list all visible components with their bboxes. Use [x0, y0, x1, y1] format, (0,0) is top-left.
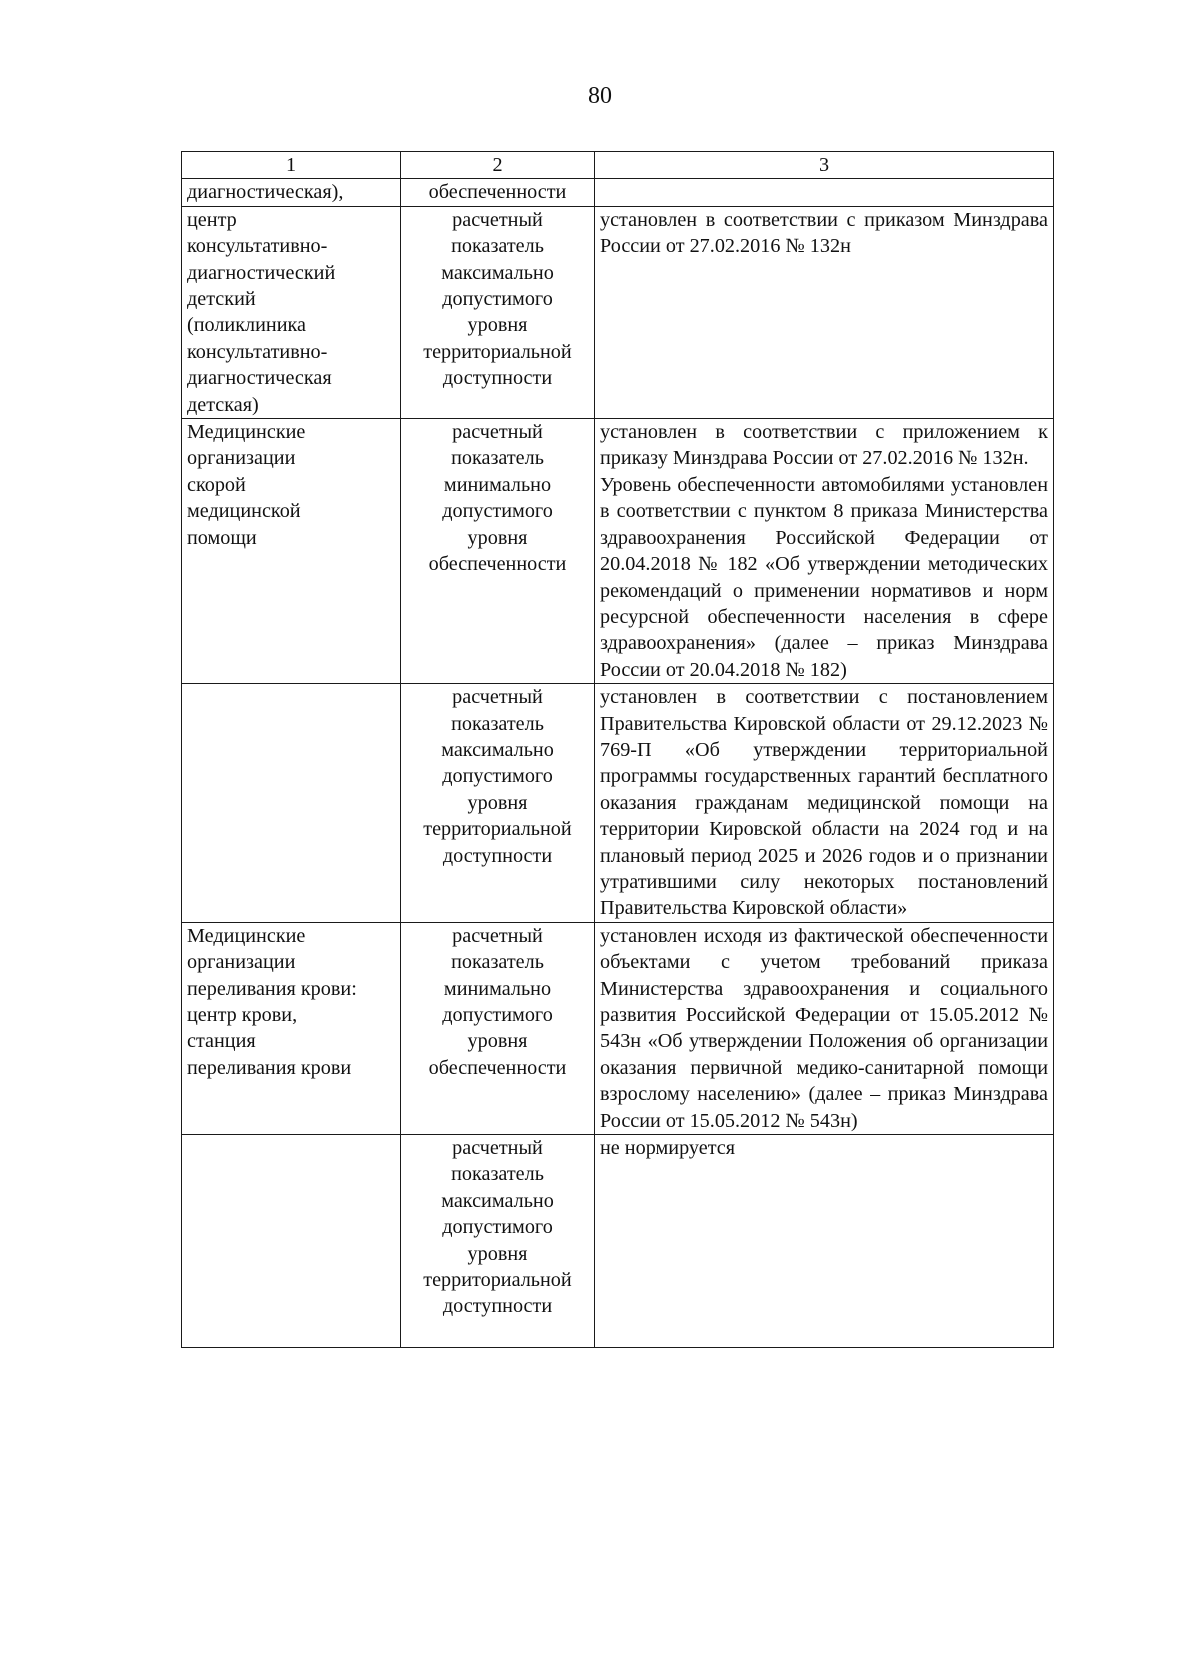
row-continuation-col-2: обеспеченности — [401, 179, 595, 206]
cell-text-line: Медицинские — [187, 924, 306, 947]
cell-text-line: детский — [187, 288, 256, 311]
header-col-3: 3 — [595, 152, 1054, 179]
cell-paragraph: установлен в соответствии с приказом Минздрава России от 27.02.2016 № 132н — [600, 208, 1048, 258]
cell-text-line: максимально — [441, 1189, 554, 1212]
cell-text-line: уровня — [467, 314, 528, 337]
cell-text-line: медицинской — [187, 500, 301, 523]
cell-text-line: доступности — [442, 367, 553, 390]
cell-text-line: расчетный — [452, 924, 543, 947]
table-cell-object — [182, 1135, 401, 1348]
cell-text-line: допустимого — [442, 1216, 553, 1239]
cell-text-line: расчетный — [452, 421, 543, 444]
table-cell-value — [595, 206, 1054, 418]
cell-text-line: детская) — [187, 393, 259, 416]
table-cell-object — [182, 206, 401, 418]
cell-text-line: допустимого — [442, 288, 553, 311]
table-cell-object — [182, 684, 401, 923]
table-cell-indicator — [401, 419, 595, 684]
cell-text-line: переливания крови: — [187, 977, 357, 1000]
header-col-2: 2 — [401, 152, 595, 179]
table-cell-indicator — [401, 206, 595, 418]
table-row — [182, 206, 1054, 418]
table-cell-value — [595, 922, 1054, 1134]
cell-text-line: показатель — [451, 712, 544, 735]
cell-text-line: расчетный — [452, 208, 543, 231]
table-cell-object — [182, 922, 401, 1134]
cell-text-line: территориальной — [423, 340, 572, 363]
cell-text-line: минимально — [443, 977, 552, 1000]
cell-text-line: расчетный — [452, 686, 543, 709]
cell-text-line: допустимого — [442, 1004, 553, 1026]
cell-text-line: показатель — [451, 447, 544, 470]
cell-text-line: показатель — [451, 235, 544, 258]
cell-paragraph: Уровень обеспеченности автомобилями установлен в соответствии с пунктом 8 приказа Министерства здравоохранения Российской Федерации от 20.04.2018 № 182 «Об утверждении методических рекомендаций о применении нормативов и норм ресурсной обеспеченности населения в сфере здравоохранения» (далее – приказ Минздрава России от 20.04.2018 № 182) — [600, 473, 1048, 681]
table-cell-value — [595, 1135, 1054, 1348]
cell-text-line: диагностическая — [187, 367, 332, 390]
table-cell-indicator — [401, 684, 595, 923]
cell-text-line: уровня — [467, 791, 528, 814]
cell-text-line: скорой — [187, 473, 246, 496]
cell-paragraph: установлен в соответствии с постановлением Правительства Кировской области от 29.12.2023 № 769-П «Об утверждении территориальной программы государственных гарантий бесплатного оказания гражданам медицинской помощи на территории Кировской области на 2024 год и на плановый период 2025 и 2026 годов и о признании утратившими силу некоторых постановлений Правительства Кировской области» — [600, 686, 1048, 920]
cell-text-line: расчетный — [452, 1137, 543, 1160]
cell-text-line: допустимого — [442, 500, 553, 523]
table-header-row — [182, 152, 1054, 179]
cell-text-line: Медицинские — [187, 421, 306, 444]
table-row-continuation — [182, 179, 1054, 206]
cell-text-line: минимально — [443, 473, 552, 496]
cell-text-line: доступности — [442, 844, 553, 867]
cell-text-line: организации — [187, 447, 296, 470]
page-number: 80 — [588, 83, 612, 109]
cell-text-line: центр — [187, 208, 237, 231]
cell-text-line: консультативно- — [187, 235, 328, 258]
cell-text-line: показатель — [451, 1163, 544, 1186]
cell-text-line: переливания крови — [187, 1056, 352, 1079]
cell-text-line: доступности — [442, 1295, 553, 1318]
row-continuation-col-3 — [595, 179, 1054, 206]
cell-text-line: уровня — [467, 1030, 528, 1053]
cell-text-line: территориальной — [423, 1269, 572, 1292]
table-row — [182, 1135, 1054, 1348]
cell-paragraph: установлен исходя из фактической обеспеченности объектами с учетом требований приказа Министерства здравоохранения и социального развития Российской Федерации от 15.05.2012 № 543н «Об утверждении Положения об организации оказания первичной медико-санитарной помощи взрослому населению» (далее – приказ Минздрава России от 15.05.2012 № 543н) — [600, 924, 1048, 1132]
cell-text-line: диагностический — [187, 261, 336, 284]
cell-text-line: территориальной — [423, 818, 572, 841]
cell-text-line: уровня — [467, 1242, 528, 1265]
table-cell-value — [595, 684, 1054, 923]
cell-text-line: организации — [187, 951, 296, 974]
cell-text-line: центр крови, — [187, 1004, 298, 1026]
row-continuation-col-1: диагностическая), — [182, 179, 401, 206]
document-table — [181, 151, 1054, 1348]
table-row — [182, 684, 1054, 923]
cell-text-line: максимально — [441, 738, 554, 761]
cell-text-line: (поликлиника — [187, 314, 306, 337]
header-col-1: 1 — [182, 152, 401, 179]
table-cell-indicator — [401, 1135, 595, 1348]
cell-text-line: помощи — [187, 526, 257, 549]
cell-text-line: уровня — [467, 526, 528, 549]
table-row — [182, 419, 1054, 684]
cell-text-line: станция — [187, 1030, 256, 1053]
cell-text-line: допустимого — [442, 765, 553, 788]
table-row — [182, 922, 1054, 1134]
cell-paragraph: установлен в соответствии с приложением к приказу Минздрава России от 27.02.2016 № 132н. — [600, 421, 1048, 470]
cell-text-line: максимально — [441, 261, 554, 284]
table-cell-value — [595, 419, 1054, 684]
cell-text-line: показатель — [451, 951, 544, 974]
cell-text-line: консультативно- — [187, 340, 328, 363]
cell-paragraph: не нормируется — [600, 1137, 736, 1160]
cell-text-line: обеспеченности — [428, 1056, 567, 1079]
table-cell-object — [182, 419, 401, 684]
cell-text-line: обеспеченности — [428, 553, 567, 576]
table-body — [182, 206, 1054, 1347]
table-cell-indicator — [401, 922, 595, 1134]
